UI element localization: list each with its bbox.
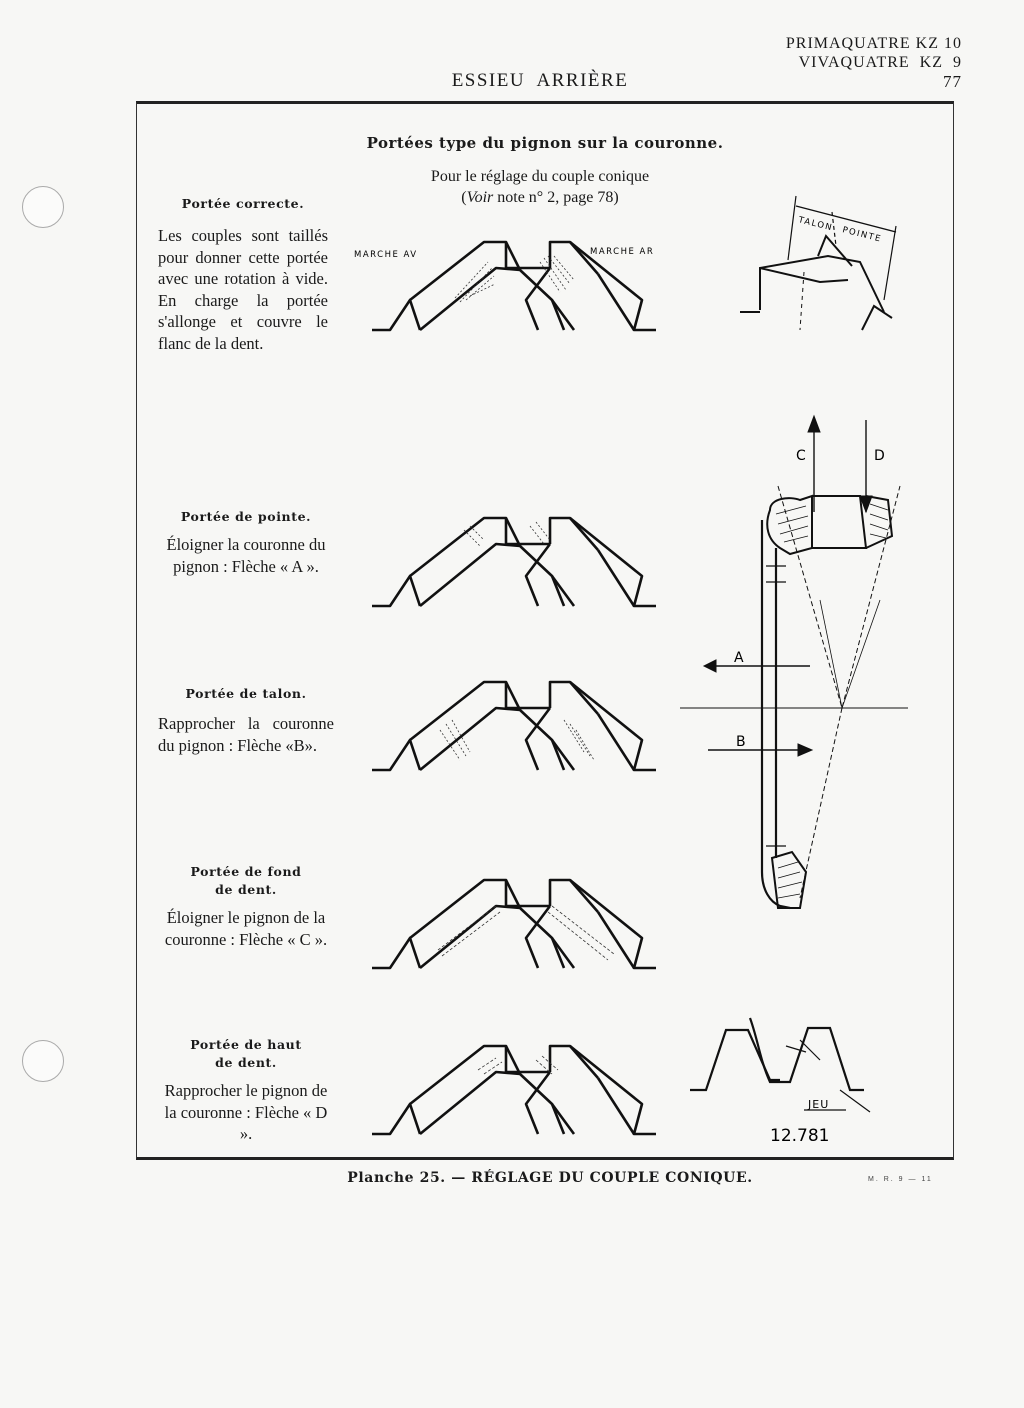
- crown-wheel-section: [680, 416, 908, 908]
- section-text: Éloigner le pignon de la couronne : Flèche « C ».: [164, 908, 328, 949]
- label-talon: TALON: [797, 215, 834, 234]
- note-rest: note n° 2, page 78): [493, 189, 619, 206]
- tooth-diagram-talon: [372, 682, 656, 770]
- section-heading-line-2: de dent.: [215, 882, 277, 897]
- plate-caption: Planche 25. — RÉGLAGE DU COUPLE CONIQUE.: [347, 1170, 753, 1186]
- label-arrow-a: A: [734, 650, 744, 666]
- backlash-sketch: [690, 1018, 870, 1112]
- tooth-diagram-fond: [372, 880, 656, 968]
- tooth-diagram-pointe: [372, 518, 656, 606]
- tooth-diagram-haut: [372, 1046, 656, 1134]
- label-jeu: JEU: [808, 1098, 830, 1111]
- label-marche-av: MARCHE AV: [354, 250, 418, 260]
- label-marche-ar: MARCHE AR: [590, 247, 655, 257]
- note-italic: Voir: [466, 189, 494, 206]
- page-number: 77: [943, 72, 962, 91]
- model-line-1: PRIMAQUATRE KZ 10: [785, 35, 962, 52]
- section-text: Éloigner la couronne du pignon : Flèche « A ».: [166, 535, 326, 576]
- section-heading: Portée correcte.: [181, 196, 305, 211]
- note-line-1: Pour le réglage du couple conique: [430, 168, 650, 185]
- label-pointe: POINTE: [841, 225, 883, 245]
- section-heading: Portée de pointe.: [180, 509, 312, 524]
- label-arrow-c: C: [796, 448, 806, 464]
- label-arrow-d: D: [874, 448, 885, 464]
- section-heading-line-1: Portée de fond: [190, 864, 302, 879]
- section-title: ESSIEU ARRIÈRE: [451, 70, 629, 91]
- section-heading-line-2: de dent.: [215, 1055, 277, 1070]
- model-line-2: VIVAQUATRE KZ 9: [798, 54, 962, 71]
- plate-title: Portées type du pignon sur la couronne.: [366, 134, 724, 152]
- note-open-paren: (: [461, 189, 467, 206]
- talon-pointe-sketch: [740, 196, 896, 330]
- section-text: Les couples sont taillés pour donner cette portée avec une rotation à vide. En charge la portée s'allonge et couvre le flanc de la dent.: [158, 226, 328, 353]
- section-heading-line-1: Portée de haut: [190, 1037, 302, 1052]
- reference-code: M. R. 9 — 11: [868, 1176, 933, 1183]
- section-text: Rapprocher le pignon de la couronne : Flèche « D ».: [164, 1081, 328, 1143]
- label-arrow-b: B: [736, 734, 746, 750]
- section-heading: Portée de talon.: [185, 686, 307, 701]
- section-text: Rapprocher la couronne du pignon : Flèche «B».: [158, 714, 334, 755]
- drawing-number: 12.781: [770, 1126, 830, 1146]
